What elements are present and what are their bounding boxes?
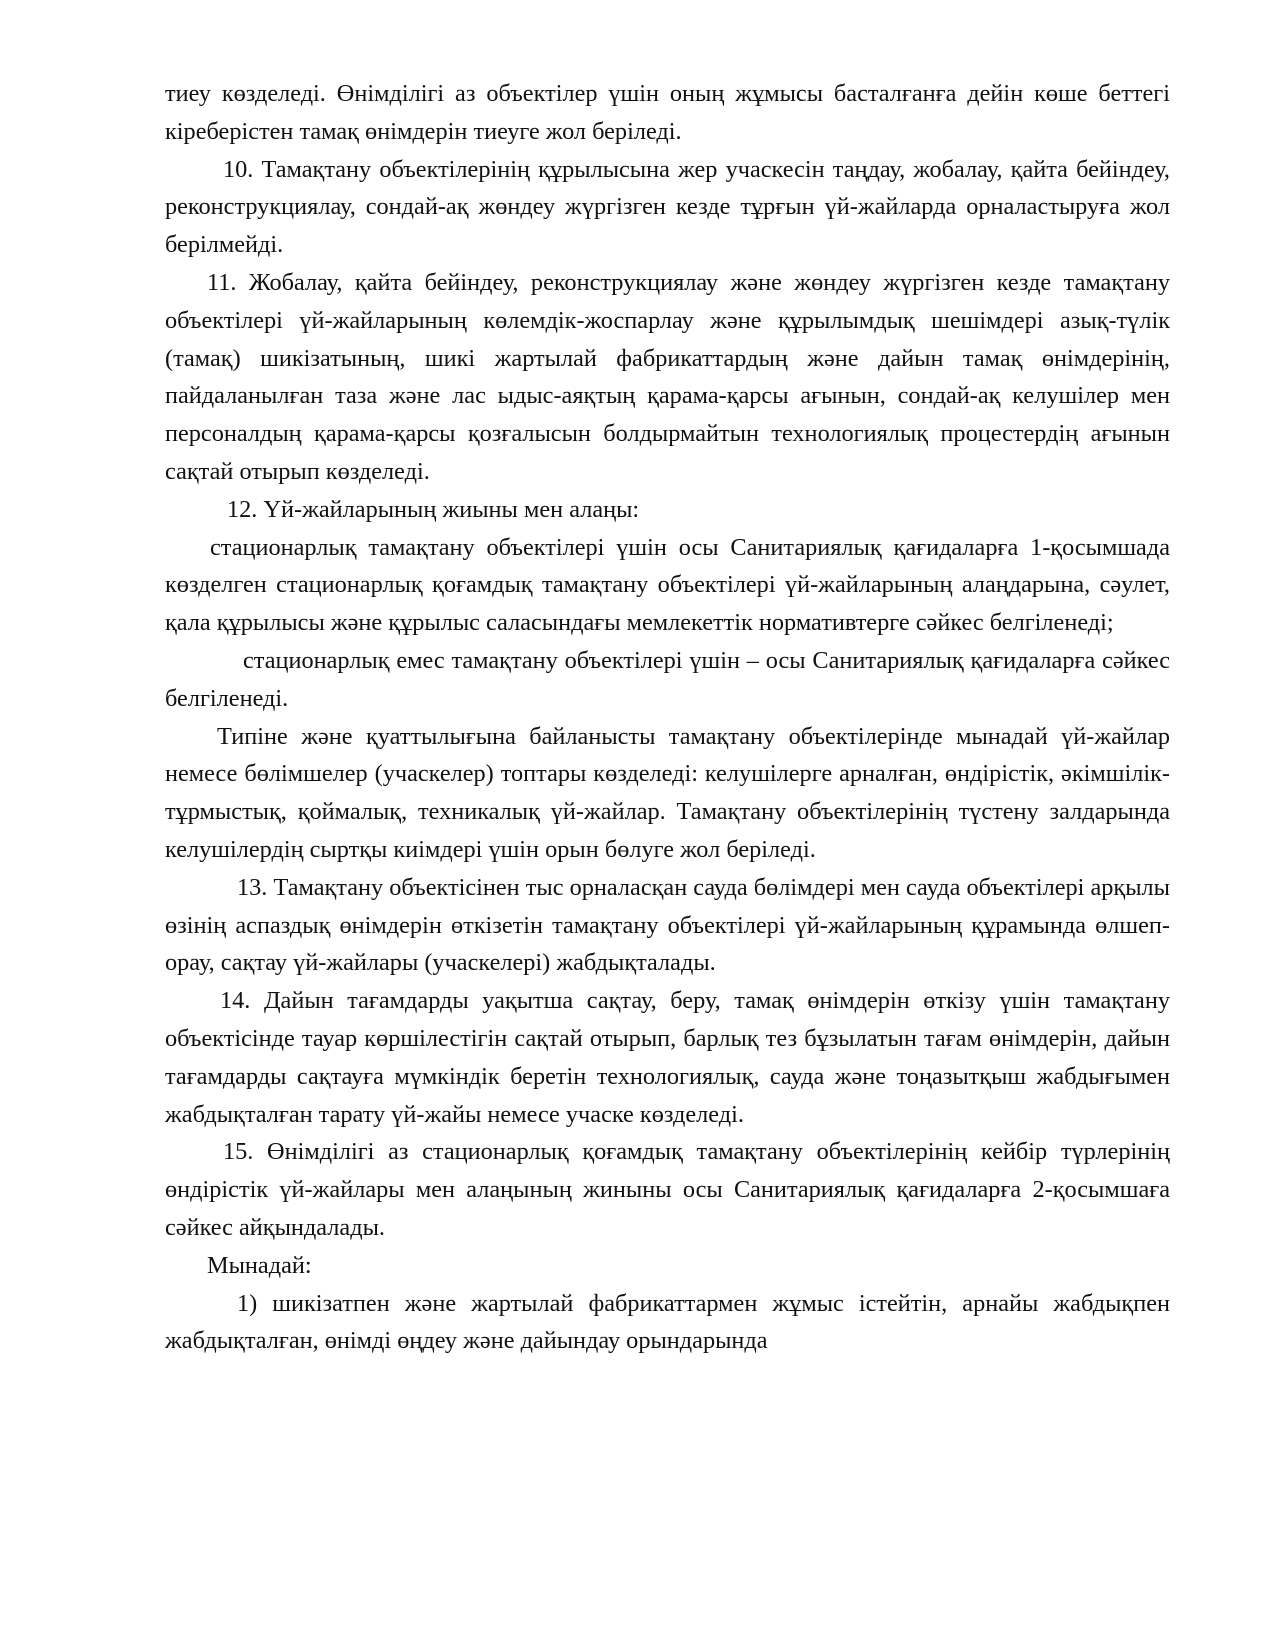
paragraph-12-stationary: стационарлық тамақтану объектілері үшін осы Санитариялық қағидаларға 1-қосымшада көзделген стационарлық қоғамдық тамақтану объектілері үй-жайларының алаңдарына, сәулет, қала құрылысы және құрылыс саласындағы мемлекеттік нормативтерге сәйкес белгіленеді; <box>165 533 1170 637</box>
paragraph-continuation: тиеу көзделеді. Өнімділігі аз объектілер үшін оның жұмысы басталғанға дейін көше беттегі кіреберістен тамақ өнімдерін тиеуге жол беріледі. <box>165 80 1170 145</box>
paragraph-list-intro: Мынадай: <box>207 1251 312 1279</box>
paragraph-list-item-1: 1) шикізатпен және жартылай фабрикаттармен жұмыс істейтін, арнайы жабдықпен жабдықталған, өнімді өңдеу және дайындау орындарында <box>165 1289 1170 1355</box>
paragraph-15: 15. Өнімділігі аз стационарлық қоғамдық тамақтану объектілерінің кейбір түрлерінің өндірістік үй-жайлары мен алаңының жиныны осы Санитариялық қағидаларға 2-қосымшаға сәйкес айқындалады. <box>165 1138 1170 1241</box>
paragraph-13: 13. Тамақтану объектісінен тыс орналасқан сауда бөлімдері мен сауда объектілері арқылы өзінің аспаздық өнімдерін өткізетін тамақтану объектілері үй-жайларының құрамында өлшеп-орау, сақтау үй-жайлары (учаскелері) жабдықталады. <box>165 873 1170 977</box>
paragraph-14: 14. Дайын тағамдарды уақытша сақтау, беру, тамақ өнімдерін өткізу үшін тамақтану объектісінде тауар көршілестігін сақтай отырып, барлық тез бұзылатын тағам өнімдерін, дайын тағамдарды сақтауға мүмкіндік беретін технологиялық, сауда және тоңазытқыш жабдығымен жабдықталған тарату үй-жайы немесе учаске көзделеді. <box>165 987 1170 1128</box>
document-body <box>165 75 1170 1360</box>
paragraph-12-premises-groups: Типіне және қуаттылығына байланысты тамақтану объектілерінде мынадай үй-жайлар немесе бөлімшелер (учаскелер) топтары көзделеді: келушілерге арналған, өндірістік, әкімшілік-тұрмыстық, қоймалық, техникалық үй-жайлар. Тамақтану объектілерінің түстену залдарында келушілердің сыртқы киімдері үшін орын бөлуге жол беріледі. <box>165 722 1170 863</box>
paragraph-10: 10. Тамақтану объектілерінің құрылысына жер учаскесін таңдау, жобалау, қайта бейіндеу, реконструкциялау, сондай-ақ жөндеу жүргізген кезде тұрғын үй-жайларда орналастыруға жол берілмейді. <box>165 155 1170 259</box>
paragraph-12: 12. Үй-жайларының жиыны мен алаңы: <box>227 495 640 523</box>
paragraph-11: 11. Жобалау, қайта бейіндеу, реконструкциялау және жөндеу жүргізген кезде тамақтану объектілері үй-жайларының көлемдік-жоспарлау және құрылымдық шешімдері азық-түлік (тамақ) шикізатының, шикі жартылай фабрикаттардың және дайын тамақ өнімдерінің, пайдаланылған таза және лас ыдыс-аяқтың қарама-қарсы ағынын, сондай-ақ келушілер мен персоналдың қарама-қарсы қозғалысын болдырмайтын технологиялық процестердің ағынын сақтай отырып көзделеді. <box>165 268 1170 485</box>
paragraph-12-non-stationary: стационарлық емес тамақтану объектілері үшін – осы Санитариялық қағидаларға сәйкес белгіленеді. <box>165 646 1170 712</box>
